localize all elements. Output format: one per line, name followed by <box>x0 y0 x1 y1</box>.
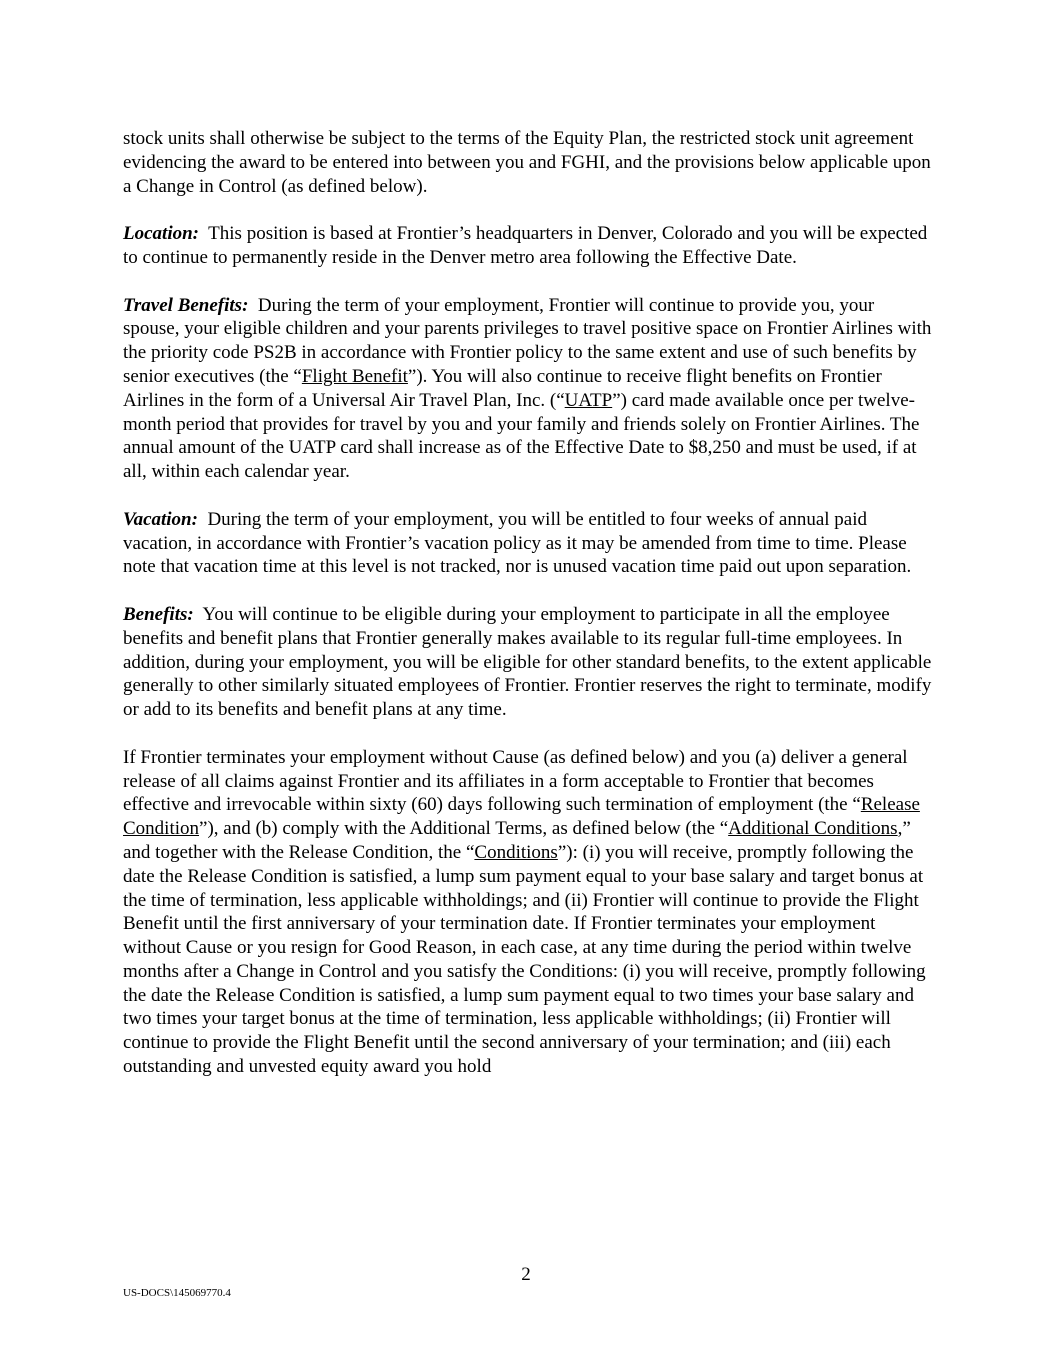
vacation-text: During the term of your employment, you will be entitled to four weeks of annual paid vacation, in accordance with Frontier’s vacation policy as it may be amended from time to time. Please note that vacation time at this level is not tracked, nor is unused vacation time paid out upon separation. <box>123 508 912 578</box>
additional-conditions-term: Additional Conditions <box>728 818 898 840</box>
paragraph-travel-benefits <box>123 294 933 484</box>
paragraph-termination <box>123 746 933 1079</box>
vacation-label: Vacation: <box>123 508 198 530</box>
conditions-term: Conditions <box>474 841 558 863</box>
flight-benefit-term: Flight Benefit <box>301 365 408 387</box>
travel-text-2: ”). You will also continue to receive flight benefits on Frontier Airlines in the form of a Universal Air Travel Plan, Inc. (“ <box>123 365 882 411</box>
document-id: US-DOCS\145069770.4 <box>123 1287 231 1299</box>
termination-text-2: ”), and (b) comply with the Additional Terms, as defined below (the “ <box>199 818 729 840</box>
paragraph-vacation <box>123 508 933 579</box>
release-condition-term: Release Condition <box>123 794 920 840</box>
travel-text-1: During the term of your employment, Frontier will continue to provide you, your spouse, your eligible children and your parents privileges to travel positive space on Frontier Airlines with the priority code PS2B in accordance with Frontier policy to the same extent and use of such benefits by senior executives (the “ <box>123 294 932 387</box>
paragraph-location <box>123 222 933 270</box>
paragraph-benefits <box>123 603 933 722</box>
intro-text: stock units shall otherwise be subject to the terms of the Equity Plan, the restricted stock unit agreement evidencing the award to be entered into between you and FGHI, and the provisions below applicable upon a Change in Control (as defined below). <box>123 128 931 197</box>
travel-benefits-label: Travel Benefits: <box>123 294 249 316</box>
page-number: 2 <box>521 1264 531 1285</box>
termination-text-1: If Frontier terminates your employment without Cause (as defined below) and you (a) deliver a general release of all claims against Frontier and its affiliates in a form acceptable to Frontier that becomes effective and irrevocable within sixty (60) days following such termination of employment (the “ <box>123 746 908 816</box>
location-label: Location: <box>123 223 199 245</box>
paragraph-intro <box>123 127 933 198</box>
benefits-label: Benefits: <box>123 603 194 625</box>
uatp-term: UATP <box>564 389 613 411</box>
termination-text-3: ,” and together with the Release Condition, the “ <box>123 818 911 863</box>
benefits-text: You will continue to be eligible during your employment to participate in all the employee benefits and benefit plans that Frontier generally makes available to its regular full-time employees. In addition, during your employment, you will be eligible for other standard benefits, to the extent applicable generally to other similarly situated employees of Frontier. Frontier reserves the right to terminate, modify or add to its benefits and benefit plans at any time. <box>123 603 932 721</box>
location-text: This position is based at Frontier’s headquarters in Denver, Colorado and you will be expected to continue to permanently reside in the Denver metro area following the Effective Date. <box>123 223 928 268</box>
travel-text-3: ”) card made available once per twelve-month period that provides for travel by you and your family and friends solely on Frontier Airlines. The annual amount of the UATP card shall increase as of the Effective Date to $8,250 and must be used, if at all, within each calendar year. <box>123 389 920 483</box>
termination-text-4: ”): (i) you will receive, promptly following the date the Release Condition is satisfied, a lump sum payment equal to your base salary and target bonus at the time of termination, less applicable withholdings; and (ii) Frontier will continue to provide the Flight Benefit until the first anniversary of your termination date. If Frontier terminates your employment without Cause or you resign for Good Reason, in each case, at any time during the period within twelve months after a Change in Control and you satisfy the Conditions: (i) you will receive, promptly following the date the Release Condition is satisfied, a lump sum payment equal to two times your base salary and two times your target bonus at the time of termination, less applicable withholdings; (ii) Frontier will continue to provide the Flight Benefit until the second anniversary of your termination; and (iii) each outstanding and unvested equity award you hold <box>123 841 926 1078</box>
document-body <box>123 127 933 1103</box>
